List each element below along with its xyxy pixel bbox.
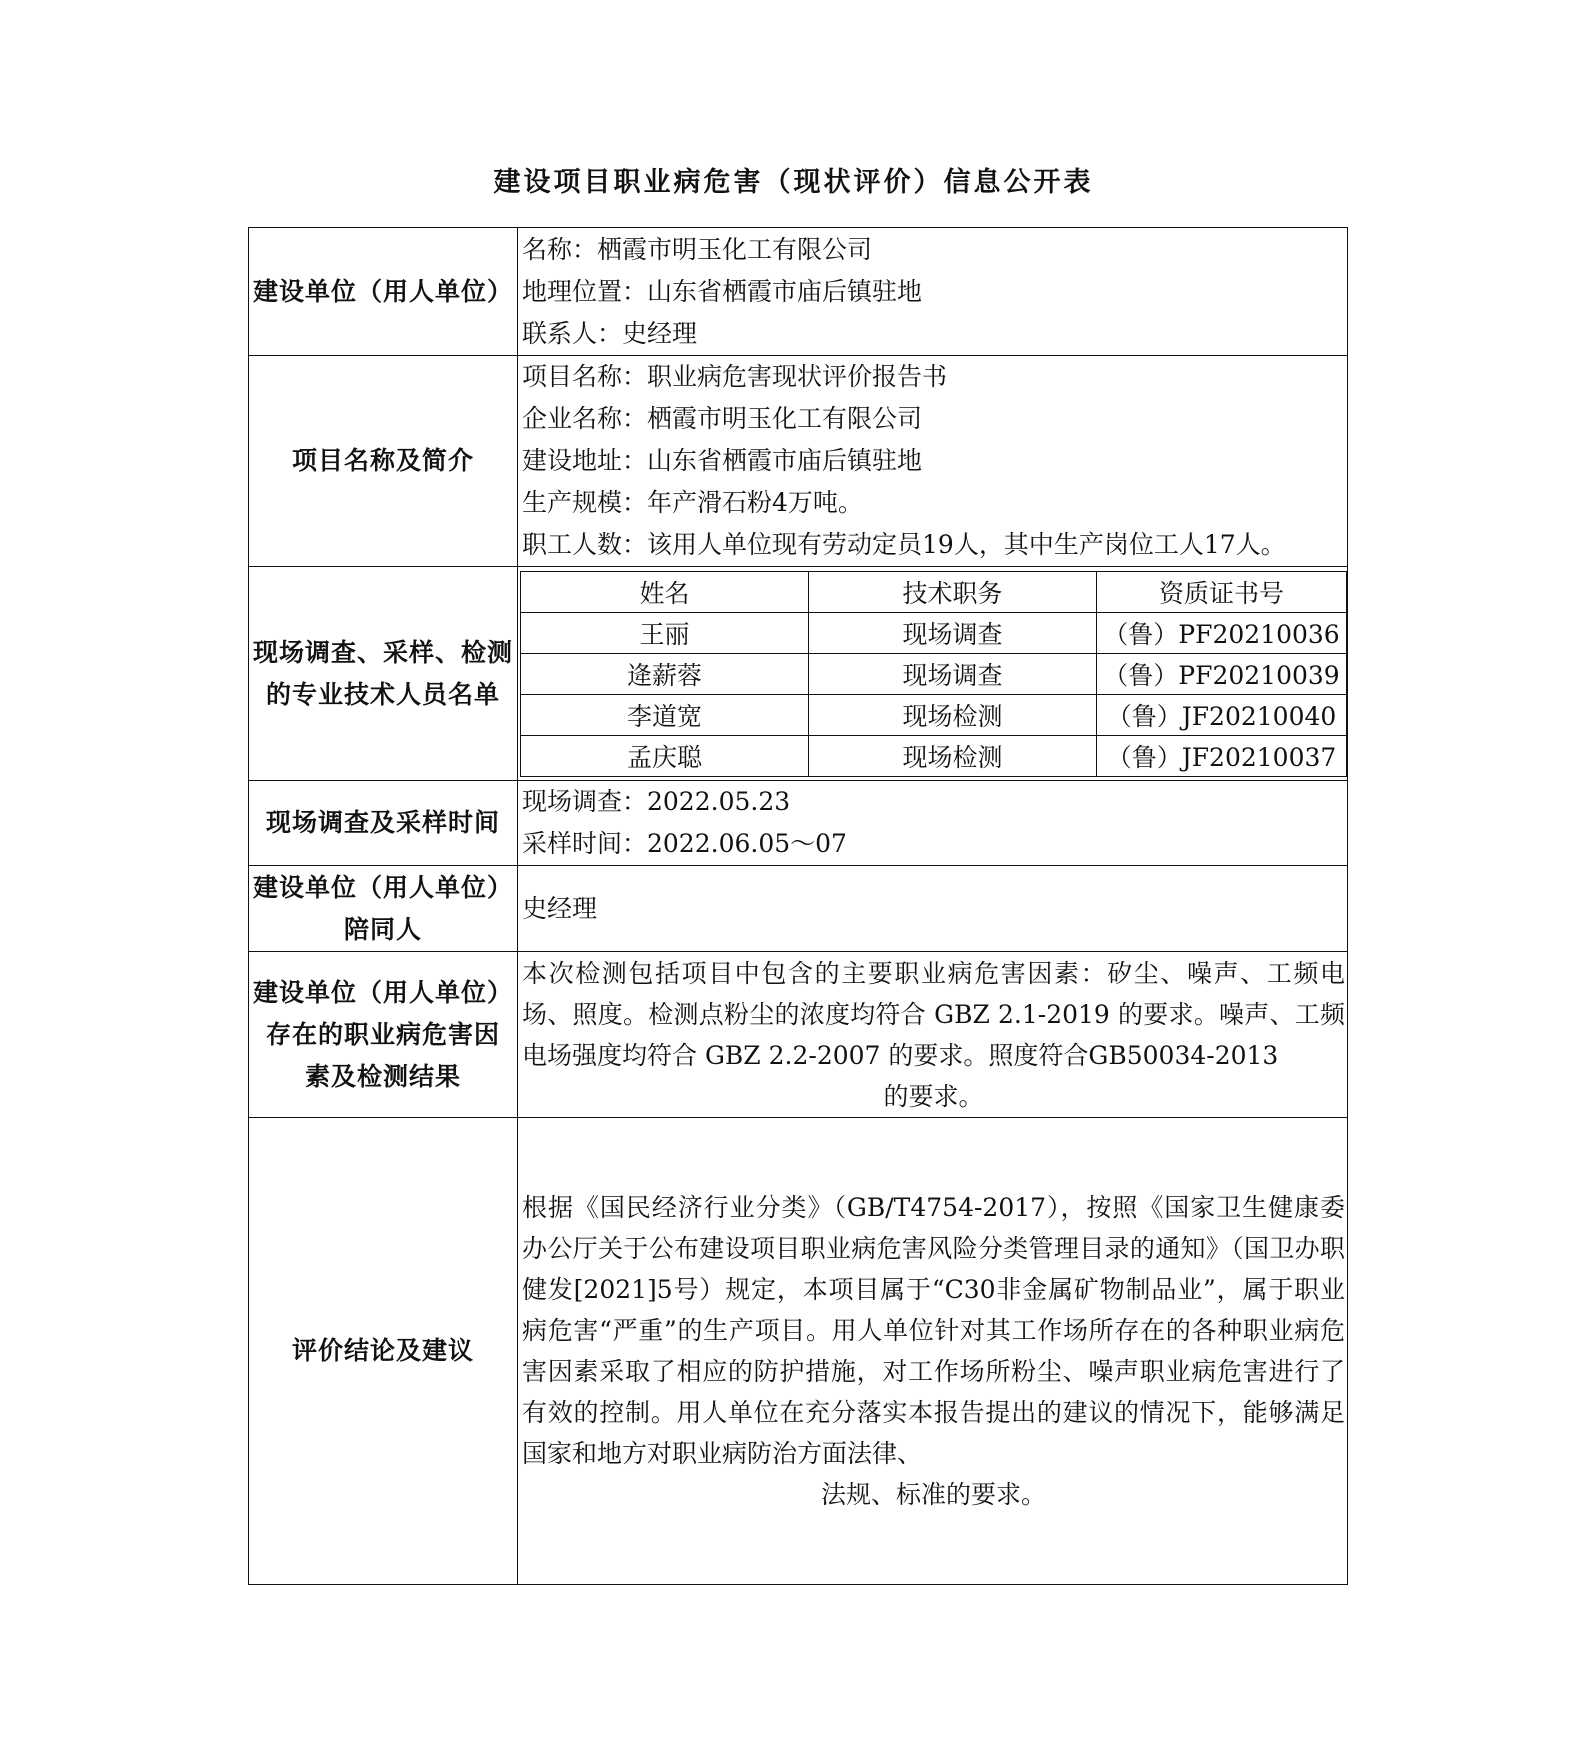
- project-staff-count: 职工人数：该用人单位现有劳动定员19人，其中生产岗位工人17人。: [522, 530, 1286, 559]
- project-company: 企业名称：栖霞市明玉化工有限公司: [522, 404, 923, 433]
- staff-table: [520, 571, 1347, 777]
- unit-location: 地理位置：山东省栖霞市庙后镇驻地: [522, 276, 923, 306]
- project-address: 建设地址：山东省栖霞市庙后镇驻地: [522, 446, 923, 475]
- row-staff: [249, 567, 1348, 781]
- staff-title: 现场调查: [809, 612, 1097, 653]
- cell-staff: [518, 567, 1348, 781]
- staff-row: [521, 653, 1347, 694]
- staff-row: [521, 612, 1347, 653]
- label-escort: [249, 866, 518, 952]
- staff-header-cert: 资质证书号: [1097, 571, 1347, 612]
- label-unit: 建设单位（用人单位）: [249, 228, 518, 356]
- staff-header-title: 技术职务: [809, 571, 1097, 612]
- row-conclusion: [249, 1118, 1348, 1585]
- row-escort: [249, 866, 1348, 952]
- project-name: 项目名称：职业病危害现状评价报告书: [522, 362, 948, 391]
- staff-header-row: [521, 571, 1347, 612]
- staff-header-name: 姓名: [521, 571, 809, 612]
- staff-cert: （鲁）PF20210036: [1097, 612, 1347, 653]
- project-scale: 生产规模：年产滑石粉4万吨。: [522, 488, 863, 517]
- label-escort-line2: 陪同人: [343, 914, 422, 944]
- row-time: [249, 781, 1348, 866]
- staff-title: 现场调查: [809, 653, 1097, 694]
- cell-time: [518, 781, 1348, 866]
- staff-cert: （鲁）JF20210037: [1097, 735, 1347, 776]
- sampling-date: 采样时间：2022.06.05～07: [522, 829, 847, 858]
- cell-conclusion: [518, 1118, 1348, 1585]
- survey-date: 现场调查：2022.05.23: [522, 787, 791, 816]
- label-hazards: [249, 952, 518, 1118]
- row-project: [249, 356, 1348, 567]
- label-project: 项目名称及简介: [249, 356, 518, 567]
- label-time: 现场调查及采样时间: [249, 781, 518, 866]
- row-hazards: [249, 952, 1348, 1118]
- staff-name: 王丽: [521, 612, 809, 653]
- label-staff-line1: 现场调查、采样、检测: [252, 637, 513, 667]
- unit-name: 名称：栖霞市明玉化工有限公司: [522, 234, 873, 264]
- staff-name: 逄薪蓉: [521, 653, 809, 694]
- staff-row: [521, 735, 1347, 776]
- info-table: [248, 227, 1348, 1585]
- label-hazards-line3: 素及检测结果: [304, 1061, 461, 1091]
- label-staff: [249, 567, 518, 781]
- conclusion-text-end: 法规、标准的要求。: [820, 1480, 1046, 1509]
- label-conclusion: 评价结论及建议: [249, 1118, 518, 1585]
- label-hazards-line2: 存在的职业病危害因: [265, 1019, 500, 1049]
- label-staff-line2: 的专业技术人员名单: [265, 679, 500, 709]
- hazards-text-end: 的要求。: [883, 1081, 984, 1111]
- staff-row: [521, 694, 1347, 735]
- staff-title: 现场检测: [809, 735, 1097, 776]
- row-unit: [249, 228, 1348, 356]
- cell-project: [518, 356, 1348, 567]
- cell-hazards: [518, 952, 1348, 1118]
- page-title: 建设项目职业病危害（现状评价）信息公开表: [493, 167, 1094, 198]
- staff-cert: （鲁）JF20210040: [1097, 694, 1347, 735]
- unit-contact: 联系人：史经理: [522, 318, 698, 348]
- staff-cert: （鲁）PF20210039: [1097, 653, 1347, 694]
- staff-title: 现场检测: [809, 694, 1097, 735]
- label-hazards-line1: 建设单位（用人单位）: [252, 977, 513, 1007]
- staff-name: 孟庆聪: [521, 735, 809, 776]
- hazards-text: 本次检测包括项目中包含的主要职业病危害因素：矽尘、噪声、工频电场、照度。检测点粉尘的浓度均符合 GBZ 2.1-2019 的要求。噪声、工频电场强度均符合 GBZ 2.2-2007 的要求。照度符合GB50034-2013: [522, 958, 1345, 1070]
- conclusion-text: 根据《国民经济行业分类》（GB/T4754-2017），按照《国家卫生健康委办公厅关于公布建设项目职业病危害风险分类管理目录的通知》（国卫办职健发[2021]5号）规定，本项目属于“C30非金属矿物制品业”，属于职业病危害“严重”的生产项目。用人单位针对其工作场所存在的各种职业病危害因素采取了相应的防护措施，对工作场所粉尘、噪声职业病危害进行了有效的控制。用人单位在充分落实本报告提出的建议的情况下，能够满足国家和地方对职业病防治方面法律、: [522, 1193, 1345, 1468]
- cell-unit: [518, 228, 1348, 356]
- label-escort-line1: 建设单位（用人单位）: [252, 872, 513, 902]
- staff-name: 李道宽: [521, 694, 809, 735]
- escort-value: 史经理: [518, 866, 1348, 952]
